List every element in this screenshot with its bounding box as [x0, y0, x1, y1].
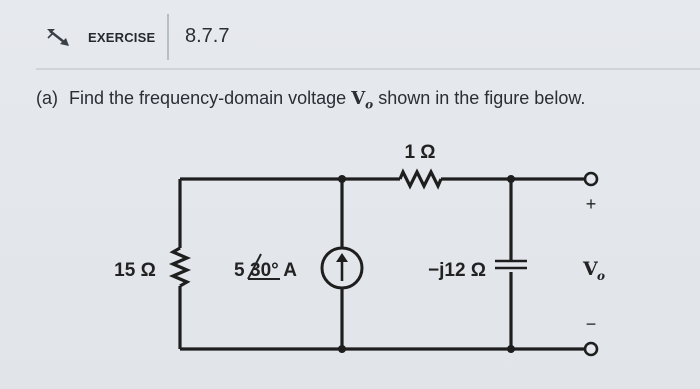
question-text — [36, 88, 585, 112]
label-capacitor: −j12 Ω — [428, 260, 487, 281]
exercise-header — [0, 0, 700, 68]
output-terminal-top — [585, 173, 597, 185]
label-source-magnitude: 5 — [234, 260, 245, 281]
exercise-label: EXERCISE — [88, 30, 156, 45]
header-divider — [167, 14, 169, 60]
label-output-minus: − — [585, 314, 597, 334]
node-bottom-middle — [338, 345, 346, 353]
circuit-diagram — [0, 130, 700, 389]
label-resistor-15ohm: 15 Ω — [114, 260, 156, 281]
question-text-after: shown in the figure below. — [378, 88, 586, 108]
question-variable-letter: V — [351, 88, 366, 109]
output-terminal-bottom — [585, 343, 597, 355]
label-output-subscript: o — [597, 269, 606, 283]
label-output-plus: + — [585, 194, 597, 214]
exercise-number: 8.7.7 — [185, 25, 230, 47]
resistor-15ohm — [173, 248, 187, 286]
label-output-variable: V — [583, 258, 598, 280]
label-resistor-1ohm: 1 Ω — [404, 142, 436, 163]
current-source-arrow-head — [336, 253, 348, 262]
node-top-right — [507, 175, 515, 183]
exercise-icon — [44, 24, 72, 48]
resistor-1ohm — [400, 172, 441, 186]
question-variable — [351, 88, 374, 112]
node-bottom-right — [507, 345, 515, 353]
header-rule — [36, 68, 700, 70]
node-top-middle — [338, 175, 346, 183]
question-variable-subscript: o — [365, 97, 374, 112]
question-part: (a) — [36, 88, 58, 108]
label-source-angle: 30° A — [250, 260, 298, 281]
question-text-before: Find the frequency-domain voltage — [69, 88, 347, 108]
